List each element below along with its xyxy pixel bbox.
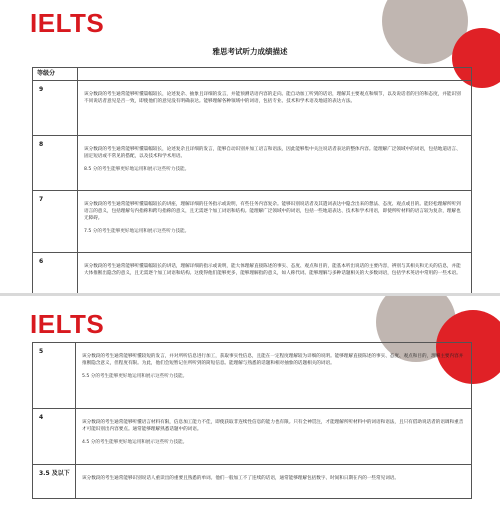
band-description: 该分数段的考生通常能够听懂篇幅较长，论述复杂、抽象且详细的发言，并能预测话语内容的走向。能自动加工听到的话语，理解其主要观点和细节，以及说话者的目的和态度，并能识别不同说话者意见是否一致，即使他们的意见没有明确表达。能够理解各种领域中的词语，包括专业、技术和学术语及地道的表达方法。 [84, 92, 461, 105]
band-description: 该分数段的考生通常能够听懂篇幅较长，论述复杂且详细的发言，能够自动识别并加工语言和语法，因此能够集中关注说话者表达的整体内容。能理解广泛领域中的词语，包括地道语言、固定短语或不常见的搭配，以及技术和学术用语。 [84, 147, 461, 160]
ielts-logo: IELTS [30, 8, 105, 38]
band-description: 该分数段的考生通常能够听懂较短的发言，并对所听信息进行加工，获取事实性信息，且能在一定程度理解较为详细的说明。能够理解直接陈述的事实、态度、观点和目的，理解主要内容并推断隐含意义，但程度有限。为此，他们会短暂记住所听到的简短信息。能理解与熟悉的话题和相对抽象的话题相关的词语。 [82, 354, 464, 367]
band-score: 4 [33, 409, 76, 465]
table-row [33, 253, 472, 294]
band-score: 7 [33, 191, 78, 253]
band-column-header: 等级分 [33, 68, 78, 81]
band-description: 该分数段的考生通常能够听懂语言材料有限，信息加工能力不佳，即使获取非连续性信息的能力也有限。只有全神贯注，才能理解所听材料中的词语和语法，且只有借助说话者的语调和重音才可能识别出内容要点。通常能够理解熟悉话题中的词语。 [82, 420, 464, 433]
band-score: 3.5 及以下 [33, 465, 76, 499]
band-half-note: 8.5 分的考生能够更好地运用和展示这些听力技能。 [84, 167, 190, 173]
table-row [33, 465, 472, 499]
band-half-note: 5.5 分的考生能够更好地运用和展示这些听力技能。 [82, 374, 188, 380]
band-score: 8 [33, 136, 78, 191]
band-half-note: 4.5 分的考生能够更好地运用和展示这些听力技能。 [82, 440, 188, 446]
band-score: 9 [33, 81, 78, 136]
band-description: 该分数段的考生通常能够识别说话人重读出的重要且熟悉的单词。他们一般加工不了连续的话语，通常能够理解包括数字、时间和日期在内的一些常见词语。 [82, 476, 399, 481]
ielts-logo: IELTS [30, 309, 105, 339]
band-description: 该分数段的考生通常能够听懂篇幅较长的讲座，理解详细的任务指示或说明，有些任务内容复杂。能够识别说话者及其遣词表达中隐含出来的想法、态度、观点或目的。能轻松理解所听到语言的意义，包括理解句内指称和跨句指称的意义，且无需逐个加工词语和结构。能理解广泛领域中的词语，包括一些地道表达、技术和学术用语，即使所听材料的语言较为复杂，理解也无障碍。 [84, 202, 461, 222]
table-row [33, 343, 472, 409]
document-page-2 [0, 296, 500, 531]
band-score: 6 [33, 253, 78, 294]
band-descriptor-table [32, 67, 472, 293]
band-descriptor-table [32, 342, 472, 499]
band-description: 该分数段的考生通常能够听懂篇幅较长的讲话，理解详细的指示或说明，能大体理解直接陈述的事实、态度、观点和目的，能基本听出说话的主要内容，辨别与其相关和无关的信息，并能大体推断出隐含的意义，且无需逐个加工词语和结构。这使得他们能够更多，能够理解指的意义，如人称代词。能够理解与多种话题相关的大多数词语，包括学术英语中常用的一些术语。 [84, 264, 461, 277]
table-row [33, 409, 472, 465]
table-row [33, 136, 472, 191]
band-half-note: 7.5 分的考生能够更好地运用和展示这些听力技能。 [84, 229, 190, 235]
document-title: 雅思考试听力成绩描述 [212, 47, 288, 56]
table-row [33, 191, 472, 253]
band-score: 5 [33, 343, 76, 409]
table-row [33, 81, 472, 136]
table-header-row [33, 68, 472, 81]
table-header-spacer [78, 68, 472, 81]
